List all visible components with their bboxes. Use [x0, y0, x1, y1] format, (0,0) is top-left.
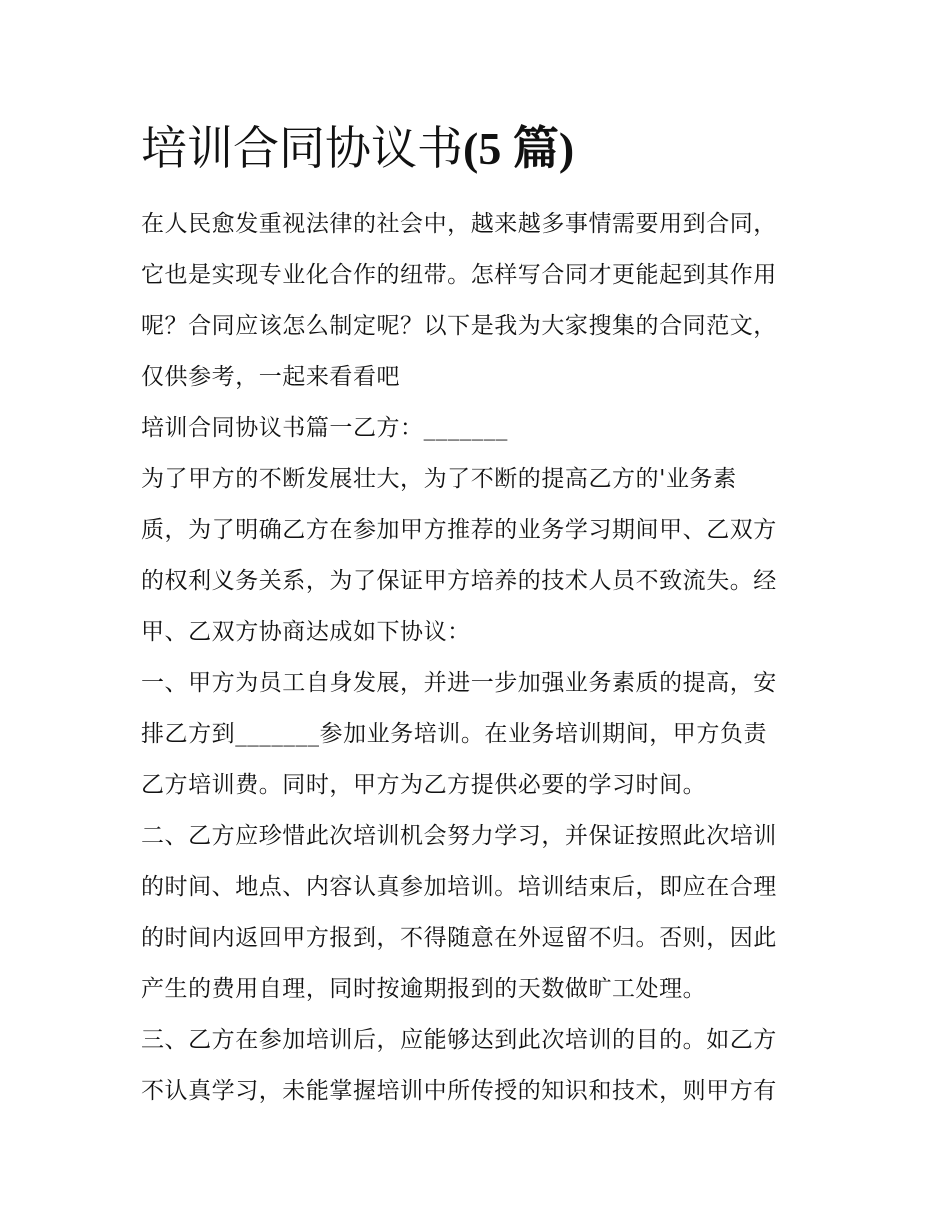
text-line: 呢？合同应该怎么制定呢？以下是我为大家搜集的合同范文， — [141, 313, 777, 339]
text-line: 的权利义务关系，为了保证甲方培养的技术人员不致流失。经 — [141, 568, 777, 594]
body-text — [141, 199, 821, 1117]
clause-line: 一、甲方为员工自身发展，并进一步加强业务素质的提高，安 — [141, 670, 777, 696]
section-heading: 培训合同协议书篇一乙方：_______ — [141, 415, 508, 441]
clause-line: 不认真学习，未能掌握培训中所传授的知识和技术，则甲方有 — [141, 1078, 777, 1104]
clause-line: 乙方培训费。同时，甲方为乙方提供必要的学习时间。 — [141, 772, 707, 798]
clause-line: 的时间、地点、内容认真参加培训。培训结束后，即应在合理 — [141, 874, 777, 900]
title-main: 培训合同协议书 — [141, 121, 463, 175]
clause-line: 的时间内返回甲方报到，不得随意在外逗留不归。否则，因此 — [141, 925, 777, 951]
text-line: 为了甲方的不断发展壮大，为了不断的提高乙方的'业务素 — [141, 466, 737, 492]
clause-line: 产生的费用自理，同时按逾期报到的天数做旷工处理。 — [141, 976, 707, 1002]
text-line: 在人民愈发重视法律的社会中，越来越多事情需要用到合同， — [141, 211, 777, 237]
text-line: 质，为了明确乙方在参加甲方推荐的业务学习期间甲、乙双方 — [141, 517, 777, 543]
document-body — [141, 118, 821, 1117]
document-title — [141, 118, 821, 179]
clause-line: 二、乙方应珍惜此次培训机会努力学习，并保证按照此次培训 — [141, 823, 777, 849]
text-line: 仅供参考，一起来看看吧 — [141, 364, 401, 390]
title-suffix: (5 篇) — [463, 123, 575, 174]
clause-line: 排乙方到_______参加业务培训。在业务培训期间，甲方负责 — [141, 721, 767, 747]
clause-line: 三、乙方在参加培训后，应能够达到此次培训的目的。如乙方 — [141, 1027, 777, 1053]
text-line: 它也是实现专业化合作的纽带。怎样写合同才更能起到其作用 — [141, 262, 777, 288]
text-line: 甲、乙双方协商达成如下协议： — [141, 619, 471, 645]
